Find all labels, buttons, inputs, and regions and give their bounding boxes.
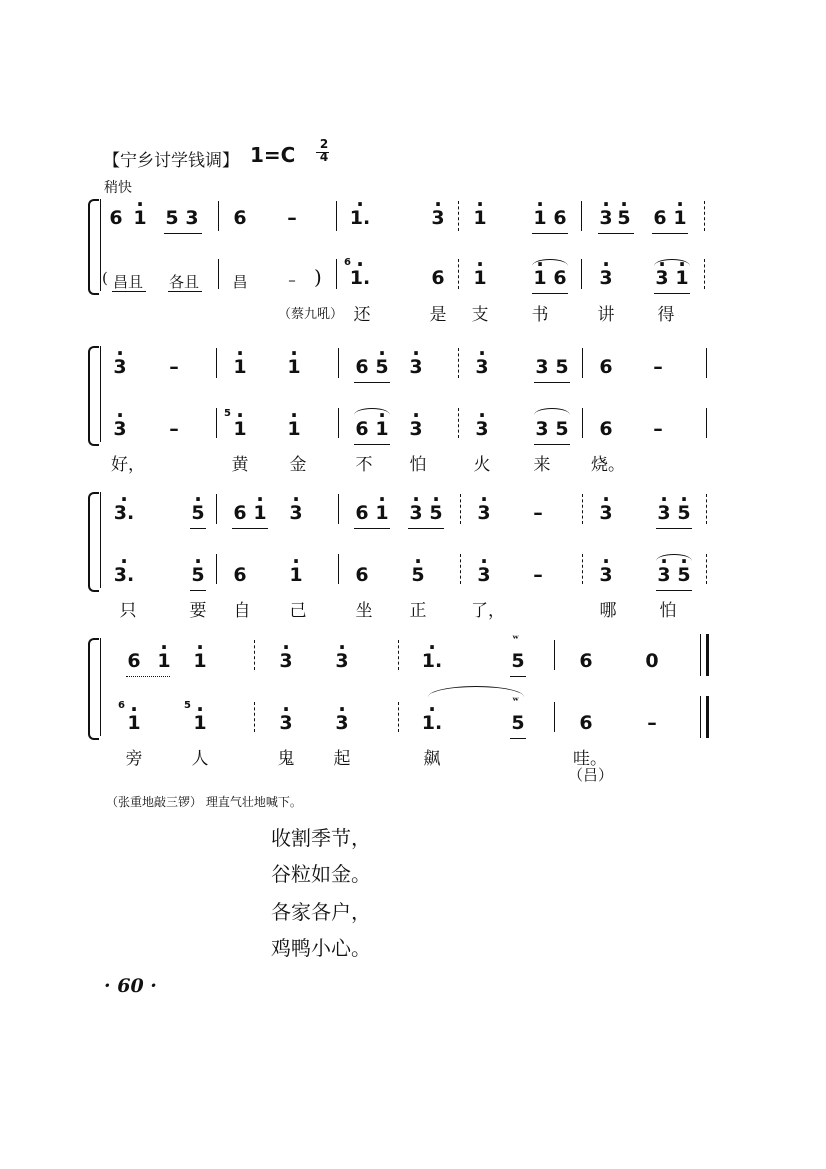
jianpu-note: · 3 [289,502,302,524]
verse-line: 各家各户， [271,900,371,924]
lyric: 好， [111,455,145,475]
jianpu-note: 6 [553,207,567,229]
bar-line [398,640,399,670]
beam-underline [534,382,570,383]
beam-underline [656,528,692,529]
lyric: 讲 [597,305,615,325]
bar-line [706,554,707,584]
jianpu-note: · 3 [409,356,422,378]
bar-line [100,638,101,736]
beam-underline [190,590,206,591]
bar-line [216,408,217,438]
lyric: 还 [353,305,371,325]
jianpu-note: · 1 [193,650,206,672]
bar-line [458,408,459,438]
jianpu-note: · 3 [599,564,612,586]
music-system-3 [88,488,713,621]
jianpu-note: 5 [511,650,525,672]
jianpu-note: – [533,502,543,524]
percussion-syllable: 各且 [168,273,200,291]
beam-underline [232,528,268,529]
jianpu-note: 6 [355,356,369,378]
jianpu-note: · 1. [422,712,442,734]
jianpu-note: · 1. [422,650,442,672]
jianpu-note: 6 [233,564,247,586]
jianpu-note: · 1 [673,207,686,229]
jianpu-note: · 5 [191,564,204,586]
beam-underline [532,233,568,234]
beam-underline [190,528,206,529]
lyric: 书 [531,305,549,325]
jianpu-note: – [647,712,657,734]
jianpu-note: 5 [555,418,569,440]
jianpu-note: · 1 [233,418,246,440]
jianpu-note: · 1 [233,356,246,378]
bar-line [458,201,459,231]
jianpu-note: 6 [553,267,567,289]
jianpu-note: · 5 [375,356,388,378]
lyric: 怕 [409,455,427,475]
jianpu-note: · 3 [279,712,292,734]
jianpu-note: · 1 [533,207,546,229]
bar-line [581,259,582,289]
jianpu-note: 0 [645,650,659,672]
jianpu-note: · 1 [375,502,388,524]
page-number: · 60 · [104,975,157,997]
bar-line [336,259,337,289]
jianpu-note: · 3 [657,564,670,586]
bar-line [100,199,101,291]
bar-line [582,348,583,378]
lyric: 支 [471,305,489,325]
jianpu-note: 6 [109,207,123,229]
beam-underline [354,444,390,445]
lyric: 坐 [355,601,373,621]
jianpu-note: · 3 [335,650,348,672]
lyric: 怕 [659,601,677,621]
jianpu-note: 5 [511,712,525,734]
jianpu-note: 6 [233,207,247,229]
jianpu-note: · 1 [533,267,546,289]
jianpu-note: · 1. [350,207,370,229]
lyric: 要 [189,601,207,621]
verse-line: 鸡鸭小心。 [271,936,371,960]
jianpu-note: 3 [185,207,199,229]
lyric: 己 [289,601,307,621]
jianpu-note: · 3 [599,207,612,229]
jianpu-note: · 1 [193,712,206,734]
jianpu-note: – [287,207,297,229]
bar-line [216,494,217,524]
bar-line [582,494,583,524]
lyric: 火 [473,455,491,475]
jianpu-note: · 5 [411,564,424,586]
lyric: 飙 [423,749,441,769]
jianpu-note: 3 [535,418,549,440]
bar-line [706,696,709,738]
bar-line [398,702,399,732]
slur-mark [534,408,570,415]
jianpu-note: · 3 [113,418,126,440]
beam-underline [656,590,692,591]
bar-line [460,494,461,524]
bar-line [218,201,219,231]
lyric: 黄 [231,455,249,475]
bar-line [254,640,255,670]
system-brace [88,346,99,446]
beam-underline [598,233,634,234]
jianpu-note: 6 [127,650,141,672]
jianpu-note: · 1 [675,267,688,289]
bar-line [338,408,339,438]
jianpu-note: 5 [555,356,569,378]
beam-underline [112,291,146,292]
jianpu-note: 6 [431,267,445,289]
music-system-2 [88,342,713,475]
jianpu-note: 6 [599,356,613,378]
jianpu-note: · 1 [473,207,486,229]
beam-underline [652,233,688,234]
bar-line [554,640,555,670]
tune-title: 【宁乡讨学钱调】 [103,151,239,171]
lyric: 了， [471,601,505,621]
speaker-label: （蔡九吼） [278,307,344,322]
jianpu-note: – [533,564,543,586]
beam-underline [510,738,526,739]
jianpu-note: · 5 [617,207,630,229]
beam-underline [510,676,526,677]
bar-line [216,554,217,584]
time-numerator: 2 [319,137,329,151]
grace-note: 6 [118,700,125,711]
beam-underline [354,528,390,529]
jianpu-note: · 3. [114,564,134,586]
lyric: 只 [119,601,137,621]
lyric: 来 [533,455,551,475]
bar-line [336,201,337,231]
jianpu-note: · 3. [114,502,134,524]
bar-line [706,408,707,438]
bar-line [582,554,583,584]
verse-line: 收割季节， [271,826,371,850]
jianpu-note: 6 [579,712,593,734]
time-denominator: 4 [319,150,329,164]
system-brace [88,638,99,740]
grace-note: 5 [224,408,231,419]
beam-underline [408,528,444,529]
bar-line [704,201,705,231]
jianpu-note: – [653,418,663,440]
jianpu-note: · 1 [289,564,302,586]
beam-underline [534,444,570,445]
jianpu-note: · 5 [191,502,204,524]
jianpu-note: · 1 [133,207,146,229]
verse-line: 谷粒如金。 [271,862,371,886]
bar-line [700,696,701,738]
bar-line [216,348,217,378]
jianpu-note: · 3 [657,502,670,524]
jianpu-note: · 1 [375,418,388,440]
lyric: 烧。 [591,455,625,475]
jianpu-note: 6 [599,418,613,440]
music-system-1: 6 · 1 5 3 6 – · 1. · 3 · 1 · 1 6 · 3 · 5 6 · 1 ( 昌且 各且 昌 – ) 6 · 1. 6 · 1 · 1 6 · 3 · 3 · 1 （蔡九吼） 还 是 支 书 讲 得 [88,193,713,333]
jianpu-note: · 1 [157,650,170,672]
jianpu-note: – [169,418,179,440]
jianpu-note: 6 [355,502,369,524]
slur-mark [428,686,524,697]
jianpu-note: · 3 [279,650,292,672]
grace-note: 5 [184,700,191,711]
jianpu-note: · 3 [475,418,488,440]
percussion-syllable: 昌且 [112,273,144,291]
bar-line [338,494,339,524]
beam-underline [354,382,390,383]
jianpu-note: · 3 [335,712,348,734]
lyric: 是 [429,305,447,325]
bar-line [458,348,459,378]
system-brace [88,199,99,295]
beam-underline [168,291,202,292]
bar-line [100,492,101,588]
jianpu-note: 6 [233,502,247,524]
lyric: 人 [191,749,209,769]
jianpu-note: – [169,356,179,378]
jianpu-note: · 1 [287,356,300,378]
jianpu-note: · 1 [127,712,140,734]
end-marker: （吕） [568,766,614,784]
bar-line [554,702,555,732]
key-signature: 1=C [250,143,296,167]
jianpu-note: · 5 [677,564,690,586]
jianpu-note: · 3 [409,502,422,524]
system-brace [88,492,99,592]
lyric: 起 [333,749,351,769]
bar-line [706,494,707,524]
lyric: 正 [409,601,427,621]
time-signature [316,138,332,164]
jianpu-note: 3 [535,356,549,378]
stage-direction: （张重地敲三锣） 理直气壮地喊下。 [106,795,302,809]
bar-line [706,634,709,676]
percussion-syllable: 昌 [232,273,248,291]
lyric: 金 [289,455,307,475]
jianpu-note: · 1. [350,267,370,289]
jianpu-note: 5 [165,207,179,229]
bar-line [706,348,707,378]
beam-underline [654,293,690,294]
jianpu-note: · 3 [599,267,612,289]
bar-line [458,259,459,289]
beam-underline [126,676,170,677]
jianpu-note: · 1 [287,418,300,440]
tempo-marking: 稍快 [104,180,132,196]
jianpu-note: 6 [355,418,369,440]
jianpu-note: · 3 [409,418,422,440]
beam-underline [164,233,202,234]
jianpu-note: · 3 [599,502,612,524]
jianpu-note: 6 [653,207,667,229]
jianpu-note: · 5 [677,502,690,524]
bar-line [100,346,101,442]
bar-line [582,408,583,438]
lyric: 哇。 [573,749,607,769]
jianpu-note: 6 [355,564,369,586]
bar-line [316,152,329,153]
grace-note: 6 [344,257,351,268]
bar-line [254,702,255,732]
jianpu-note: · 1 [253,502,266,524]
jianpu-note: · 5 [429,502,442,524]
bar-line [700,634,701,676]
lyric: 旁 [125,749,143,769]
bar-line [218,259,219,289]
bar-line [460,554,461,584]
music-system-4: 6 · 1 · 1 · 3 · 3 · 1. 5 ʷ 6 0 6 · 1 5 · 1 · 3 · 3 · 1. 5 ʷ 6 – 旁 人 鬼 起 飙 哇。 （吕） [88,634,713,784]
lyric: 哪 [599,601,617,621]
beam-underline [532,293,568,294]
lyric: 得 [657,305,675,325]
jianpu-note: 6 [579,650,593,672]
percussion-syllable: – [288,271,296,289]
jianpu-note: · 3 [655,267,668,289]
jianpu-note: – [653,356,663,378]
bar-line [338,554,339,584]
jianpu-note: · 1 [473,267,486,289]
bar-line [338,348,339,378]
lyric: 鬼 [277,749,295,769]
jianpu-note: · 3 [113,356,126,378]
jianpu-note: · 3 [475,356,488,378]
jianpu-note: · 3 [477,564,490,586]
jianpu-note: · 3 [431,207,444,229]
lyric: 自 [233,601,251,621]
bar-line [704,259,705,289]
jianpu-note: · 3 [477,502,490,524]
bar-line [581,201,582,231]
lyric: 不 [355,455,373,475]
